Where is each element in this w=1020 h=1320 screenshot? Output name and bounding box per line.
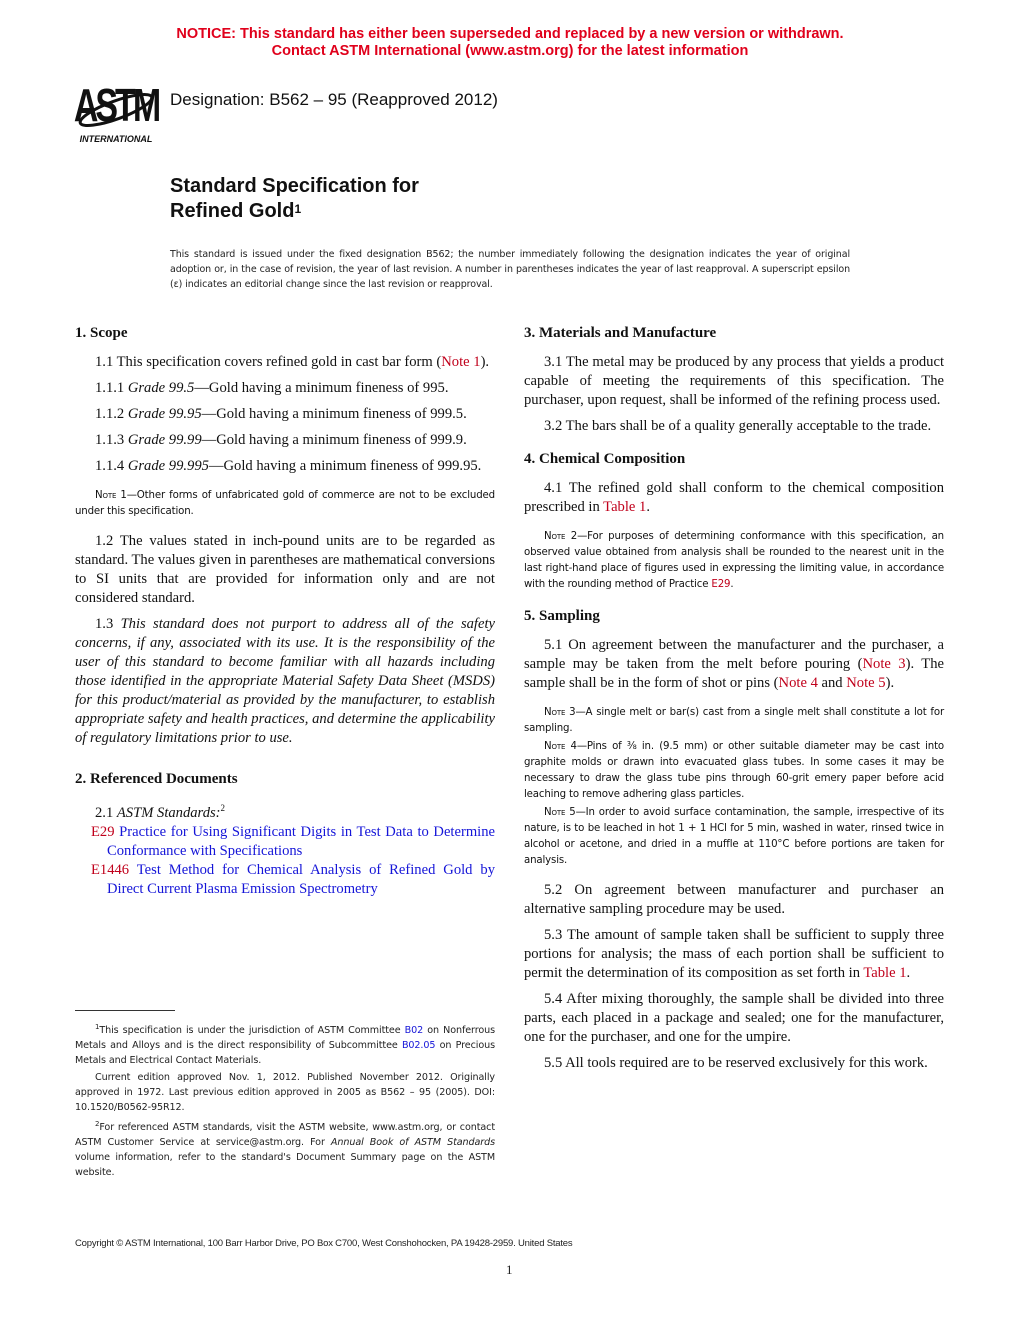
para-3-2: 3.2 The bars shall be of a quality generally acceptable to the trade. [544,418,932,434]
note-1: Note 1—Other forms of unfabricated gold of commerce are not to be excluded under this specification. [75,490,495,517]
title-line-1: Standard Specification for [170,175,419,197]
footnote-1: $^1$This specification is under the jurisdiction of ASTM Committee B02 on Nonferrous Metals and Alloys and is the direct responsibility of Subcommittee B02.05 on Precious Metals and Electrical Contact Materials. [75,1023,495,1067]
title-line-2: Refined Gold [170,200,295,222]
para-1-1-1: 1.1.1 Grade 99.5—Gold having a minimum fineness of 995. [95,380,449,396]
note-4-link[interactable]: Note 4 [778,675,818,691]
svg-text:ASTM: ASTM [73,79,159,132]
para-3-1: 3.1 The metal may be produced by any process that yields a product capable of meeting the requirements of this specification. The purchaser, upon request, shall be informed of the refining process used. [524,354,944,408]
para-5-1: 5.1 On agreement between the manufacturer and the purchaser, a sample may be taken from the melt before pouring (Note 3). The sample shall be in the form of shot or pins (Note 4 and Note 5). [524,637,944,691]
para-1-1: 1.1 This specification covers refined gold in cast bar form (Note 1). [95,354,490,370]
notice-line-1: NOTICE: This standard has either been superseded and replaced by a new version or withdrawn. [176,26,844,42]
section-5-heading: 5. Sampling [524,608,600,624]
svg-text:INTERNATIONAL: INTERNATIONAL [79,134,153,144]
section-2-heading: 2. Referenced Documents [75,771,238,787]
e29-link[interactable]: E29 [711,579,731,590]
superseded-notice [0,26,1020,60]
copyright-footer: Copyright © ASTM International, 100 Barr Harbor Drive, PO Box C700, West Conshohocken, PA 19428-2959. United States [75,1238,573,1249]
footnote-2: $^2$For referenced ASTM standards, visit the ASTM website, www.astm.org, or contact ASTM Customer Service at service@astm.org. For Annual Book of ASTM Standards volume information, refer to the standard's Document Summary page on the ASTM website. [75,1120,496,1179]
note-5: Note 5—In order to avoid surface contamination, the sample, irrespective of its nature, is to be leached in hot 1 + 1 HCl for 5 min, washed in water, rinsed twice in alcohol or acetone, and dried in a muffle at 110°C before portions are taken for analysis. [524,807,944,866]
para-5-4: 5.4 After mixing thoroughly, the sample shall be divided into three parts, each placed in a package and sealed; one for the manufacturer, one for the purchaser, and one for the umpire. [524,991,944,1045]
notice-line-2: Contact ASTM International (www.astm.org) for the latest information [271,43,749,59]
astm-logo-icon [70,78,162,144]
note-2: Note 2—For purposes of determining conformance with this specification, an observed value obtained from analysis shall be rounded to the nearest unit in the last right-hand place of figures used in expressing the limiting value, in accordance with the rounding method of Practice E29. [524,531,944,590]
subcommittee-b02-05-link[interactable]: B02.05 [401,1040,436,1052]
section-4-heading: 4. Chemical Composition [524,451,686,467]
preamble: This standard is issued under the fixed designation B562; the number immediately following the designation indicates the year of original adoption or, in the case of revision, the year of last revision. A number in parentheses indicates the year of last reapproval. A superscript epsilon (ε) indicates an editorial change since the last revision or reapproval. [170,249,850,290]
section-1-heading: 1. Scope [75,325,128,341]
left-column [75,324,495,899]
table-1-link-2[interactable]: Table 1 [863,965,907,981]
reference-e29[interactable]: E29 Practice for Using Significant Digits in Test Data to Determine Conformance with Specifications [91,823,495,859]
designation: Designation: B562 – 95 (Reapproved 2012) [170,90,498,109]
para-1-1-2: 1.1.2 Grade 99.95—Gold having a minimum fineness of 999.5. [95,406,467,422]
para-1-1-4: 1.1.4 Grade 99.995—Gold having a minimum fineness of 999.95. [95,458,482,474]
para-1-3: 1.3 This standard does not purport to address all of the safety concerns, if any, associated with its use. It is the responsibility of the user of this standard to become familiar with all hazards including those identified in the appropriate Material Safety Data Sheet (MSDS) for this product/material as provided by the manufacturer, to establish appropriate safety and health practices, and determine the applicability of regulatory limitations prior to use. [75,616,495,746]
footnote-1-edition: Current edition approved Nov. 1, 2012. Published November 2012. Originally approved in 1972. Last previous edition approved in 2005 as B562 – 95 (2005). DOI: 10.1520/B0562-95R12. [75,1072,495,1114]
reference-e1446[interactable]: E1446 Test Method for Chemical Analysis of Refined Gold by Direct Current Plasma Emission Spectrometry [91,861,495,897]
table-1-link[interactable]: Table 1 [603,499,647,515]
note-5-link[interactable]: Note 5 [846,675,886,691]
footnote-divider [75,1010,175,1011]
note-4: Note 4—Pins of ⅜ in. (9.5 mm) or other suitable diameter may be cast into graphite molds or drawn into evacuated glass tubes. In some cases it may be necessary to draw the glass tube pins through 60-grit emery paper before acid leaching to remove adhering glass particles. [524,741,944,800]
title-footnote-ref[interactable]: 1 [294,202,302,216]
note-3-link[interactable]: Note 3 [862,656,906,672]
para-2-1: 2.1 ASTM Standards:$^2$ [95,803,226,821]
para-5-5: 5.5 All tools required are to be reserved exclusively for this work. [544,1055,928,1071]
para-5-2: 5.2 On agreement between manufacturer and purchaser an alternative sampling procedure may be used. [524,882,944,917]
right-column [524,324,944,1080]
footnotes [75,1020,495,1182]
para-4-1: 4.1 The refined gold shall conform to the chemical composition prescribed in Table 1. [524,480,944,515]
para-1-2: 1.2 The values stated in inch-pound units are to be regarded as standard. The values given in parentheses are mathematical conversions to SI units that are provided for information only and are not considered standard. [75,533,495,606]
para-5-3: 5.3 The amount of sample taken shall be sufficient to supply three portions for analysis; the mass of each portion shall be sufficient to permit the determination of its composition as set forth in Table 1. [524,927,944,981]
note-3: Note 3—A single melt or bar(s) cast from a single melt shall constitute a lot for sampling. [524,707,944,734]
para-1-1-3: 1.1.3 Grade 99.99—Gold having a minimum fineness of 999.9. [95,432,467,448]
committee-b02-link[interactable]: B02 [404,1025,424,1037]
section-3-heading: 3. Materials and Manufacture [524,325,717,341]
page-number: 1 [506,1262,513,1277]
note-1-link[interactable]: Note 1 [441,354,481,370]
page-title [170,174,419,224]
